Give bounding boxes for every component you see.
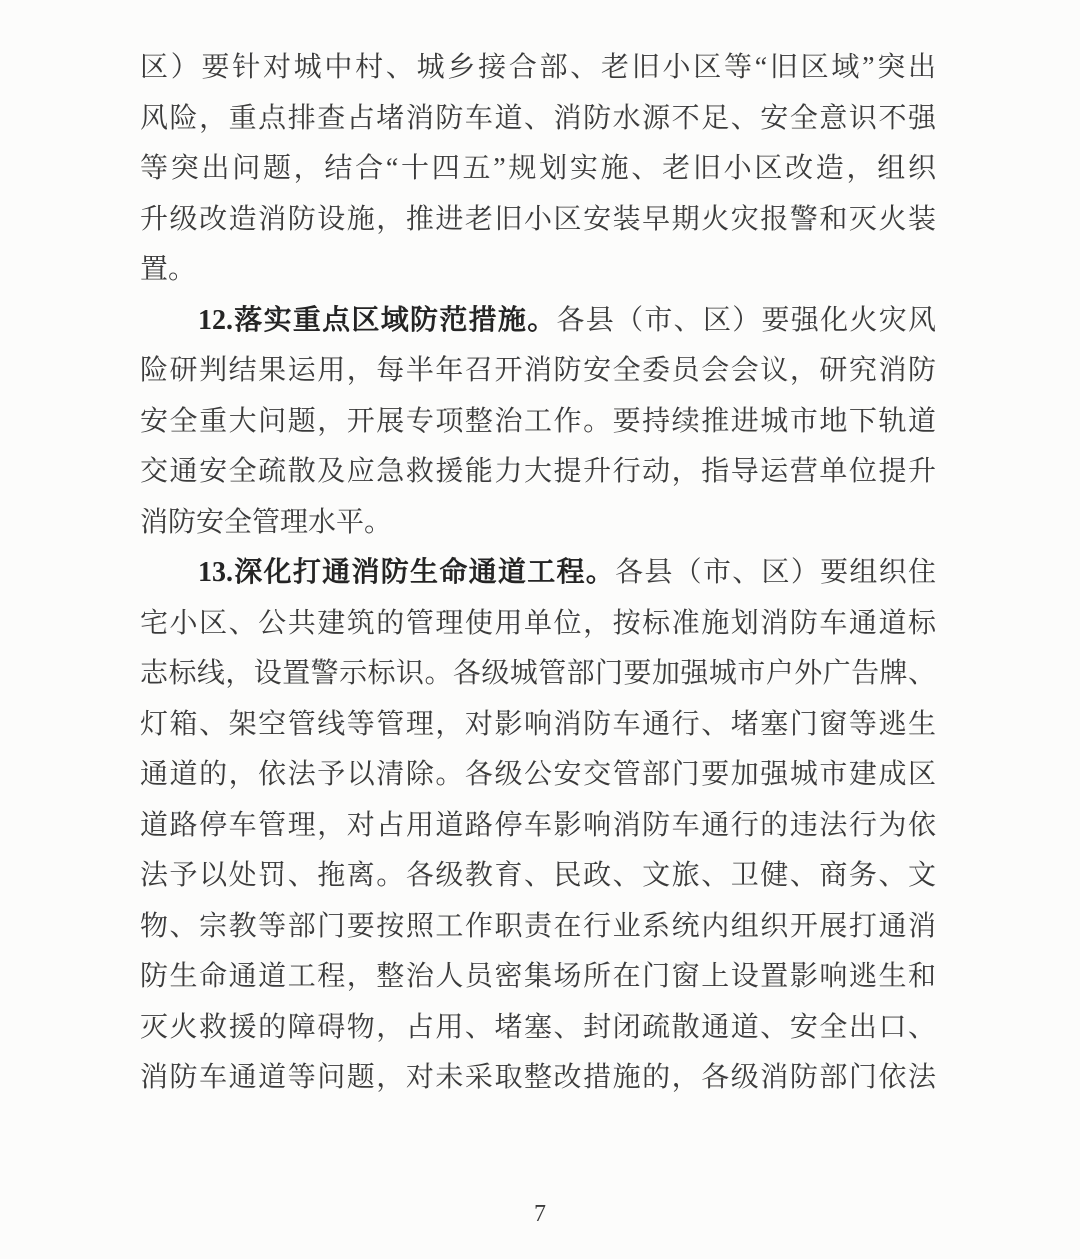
text-line [140,346,936,397]
section-13-heading-line [140,548,936,599]
text-line [140,750,936,801]
text-line [140,43,936,94]
text-line [140,397,936,448]
text-line [140,902,936,953]
text-line [140,952,936,1003]
text-line [140,144,936,195]
text-run: 消防安全管理水平。 [140,506,393,538]
text-run: 防生命通道工程，整治人员密集场所在门窗上设置影响逃生和 [140,961,936,992]
text-line [140,245,936,296]
text-run: 宅小区、公共建筑的管理使用单位，按标准施划消防车通道标 [140,607,936,639]
text-run: 险研判结果运用，每半年召开消防安全委员会会议，研究消防 [140,355,936,386]
text-run: 等突出问题，结合“十四五”规划实施、老旧小区改造，组织 [140,153,936,184]
text-line [140,851,936,902]
text-run: 各县（市、区）要强化火灾风 [556,304,936,336]
text-run: 风险，重点排查占堵消防车道、消防水源不足、安全意识不强 [140,102,936,134]
text-run: 通道的，依法予以清除。各级公安交管部门要加强城市建成区 [140,759,936,790]
text-line [140,801,936,852]
text-line [140,649,936,700]
text-line [140,599,936,650]
section-13-heading: 13.深化打通消防生命通道工程。 [198,557,616,588]
text-run: 交通安全疏散及应急救援能力大提升行动，指导运营单位提升 [140,456,936,487]
text-run: 各县（市、区）要组织住 [615,557,936,588]
text-run: 消防车通道等问题，对未采取整改措施的，各级消防部门依法 [140,1062,936,1093]
page-number: 7 [534,1201,546,1227]
text-run: 道路停车管理，对占用道路停车影响消防车通行的违法行为依 [140,809,936,841]
section-12-heading: 12.落实重点区域防范措施。 [198,304,557,336]
text-run: 法予以处罚、拖离。各级教育、民政、文旅、卫健、商务、文 [140,860,936,891]
text-run: 安全重大问题，开展专项整治工作。要持续推进城市地下轨道 [140,405,936,437]
text-run: 升级改造消防设施，推进老旧小区安装早期火灾报警和灭火装 [140,203,936,235]
text-run: 物、宗教等部门要按照工作职责在行业系统内组织开展打通消 [140,910,936,942]
text-run: 置。 [140,254,197,285]
text-run: 灯箱、架空管线等管理，对影响消防车通行、堵塞门窗等逃生 [140,708,936,740]
text-run: 区）要针对城中村、城乡接合部、老旧小区等“旧区域”突出 [140,52,936,83]
text-line [140,94,936,145]
body-text [140,43,936,1104]
section-12-heading-line [140,296,936,347]
text-line [140,498,936,549]
text-run: 志标线，设置警示标识。各级城管部门要加强城市户外广告牌、 [140,658,936,689]
text-run: 灭火救援的障碍物，占用、堵塞、封闭疏散通道、安全出口、 [140,1011,936,1043]
text-line [140,700,936,751]
text-line [140,195,936,246]
text-line [140,1003,936,1054]
text-line [140,1053,936,1104]
text-line [140,447,936,498]
